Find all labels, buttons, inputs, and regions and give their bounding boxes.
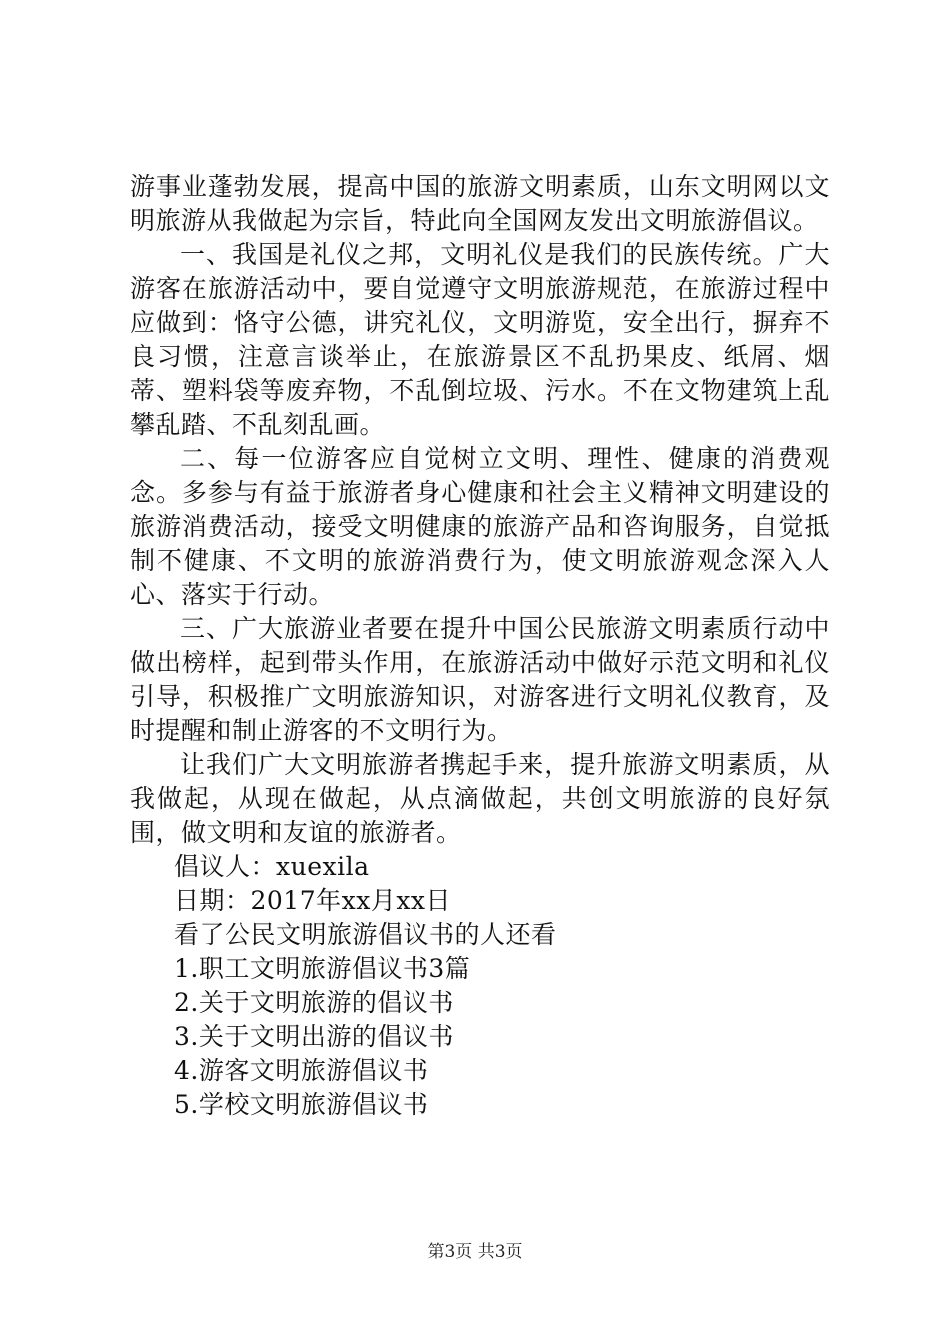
- date-line: 日期：2017年xx月xx日: [174, 886, 452, 915]
- related-link-3[interactable]: 3.关于文明出游的倡议书: [174, 1022, 454, 1051]
- item-3-paragraph: 三、广大旅游业者要在提升中国公民旅游文明素质行动中做出榜样，起到带头作用，在旅游活动中做好示范文明和礼仪引导，积极推广文明旅游知识，对游客进行文明礼仪教育，及时提醒和制止游客的不文明行为。: [130, 614, 830, 745]
- page-footer: 第3页 共3页: [427, 1242, 523, 1262]
- related-link-5[interactable]: 5.学校文明旅游倡议书: [174, 1090, 429, 1119]
- item-2-paragraph: 二、每一位游客应自觉树立文明、理性、健康的消费观念。多参与有益于旅游者身心健康和社会主义精神文明建设的旅游消费活动，接受文明健康的旅游产品和咨询服务，自觉抵制不健康、不文明的旅游消费行为，使文明旅游观念深入人心、落实于行动。: [130, 444, 830, 609]
- related-link-2[interactable]: 2.关于文明旅游的倡议书: [174, 988, 454, 1017]
- intro-paragraph: 游事业蓬勃发展，提高中国的旅游文明素质，山东文明网以文明旅游从我做起为宗旨，特此向全国网友发出文明旅游倡议。: [130, 172, 830, 235]
- initiator-line: 倡议人：xuexila: [174, 852, 370, 881]
- item-1-paragraph: 一、我国是礼仪之邦，文明礼仪是我们的民族传统。广大游客在旅游活动中，要自觉遵守文明旅游规范，在旅游过程中应做到：恪守公德，讲究礼仪，文明游览，安全出行，摒弃不良习惯，注意言谈举止，在旅游景区不乱扔果皮、纸屑、烟蒂、塑料袋等废弃物，不乱倒垃圾、污水。不在文物建筑上乱攀乱踏、不乱刻乱画。: [130, 240, 830, 439]
- related-heading: 看了公民文明旅游倡议书的人还看: [174, 920, 557, 949]
- related-link-1[interactable]: 1.职工文明旅游倡议书3篇: [174, 954, 471, 983]
- related-link-4[interactable]: 4.游客文明旅游倡议书: [174, 1056, 429, 1085]
- document-body: [130, 170, 830, 1122]
- closing-paragraph: 让我们广大文明旅游者携起手来，提升旅游文明素质，从我做起，从现在做起，从点滴做起，共创文明旅游的良好氛围，做文明和友谊的旅游者。: [130, 750, 830, 847]
